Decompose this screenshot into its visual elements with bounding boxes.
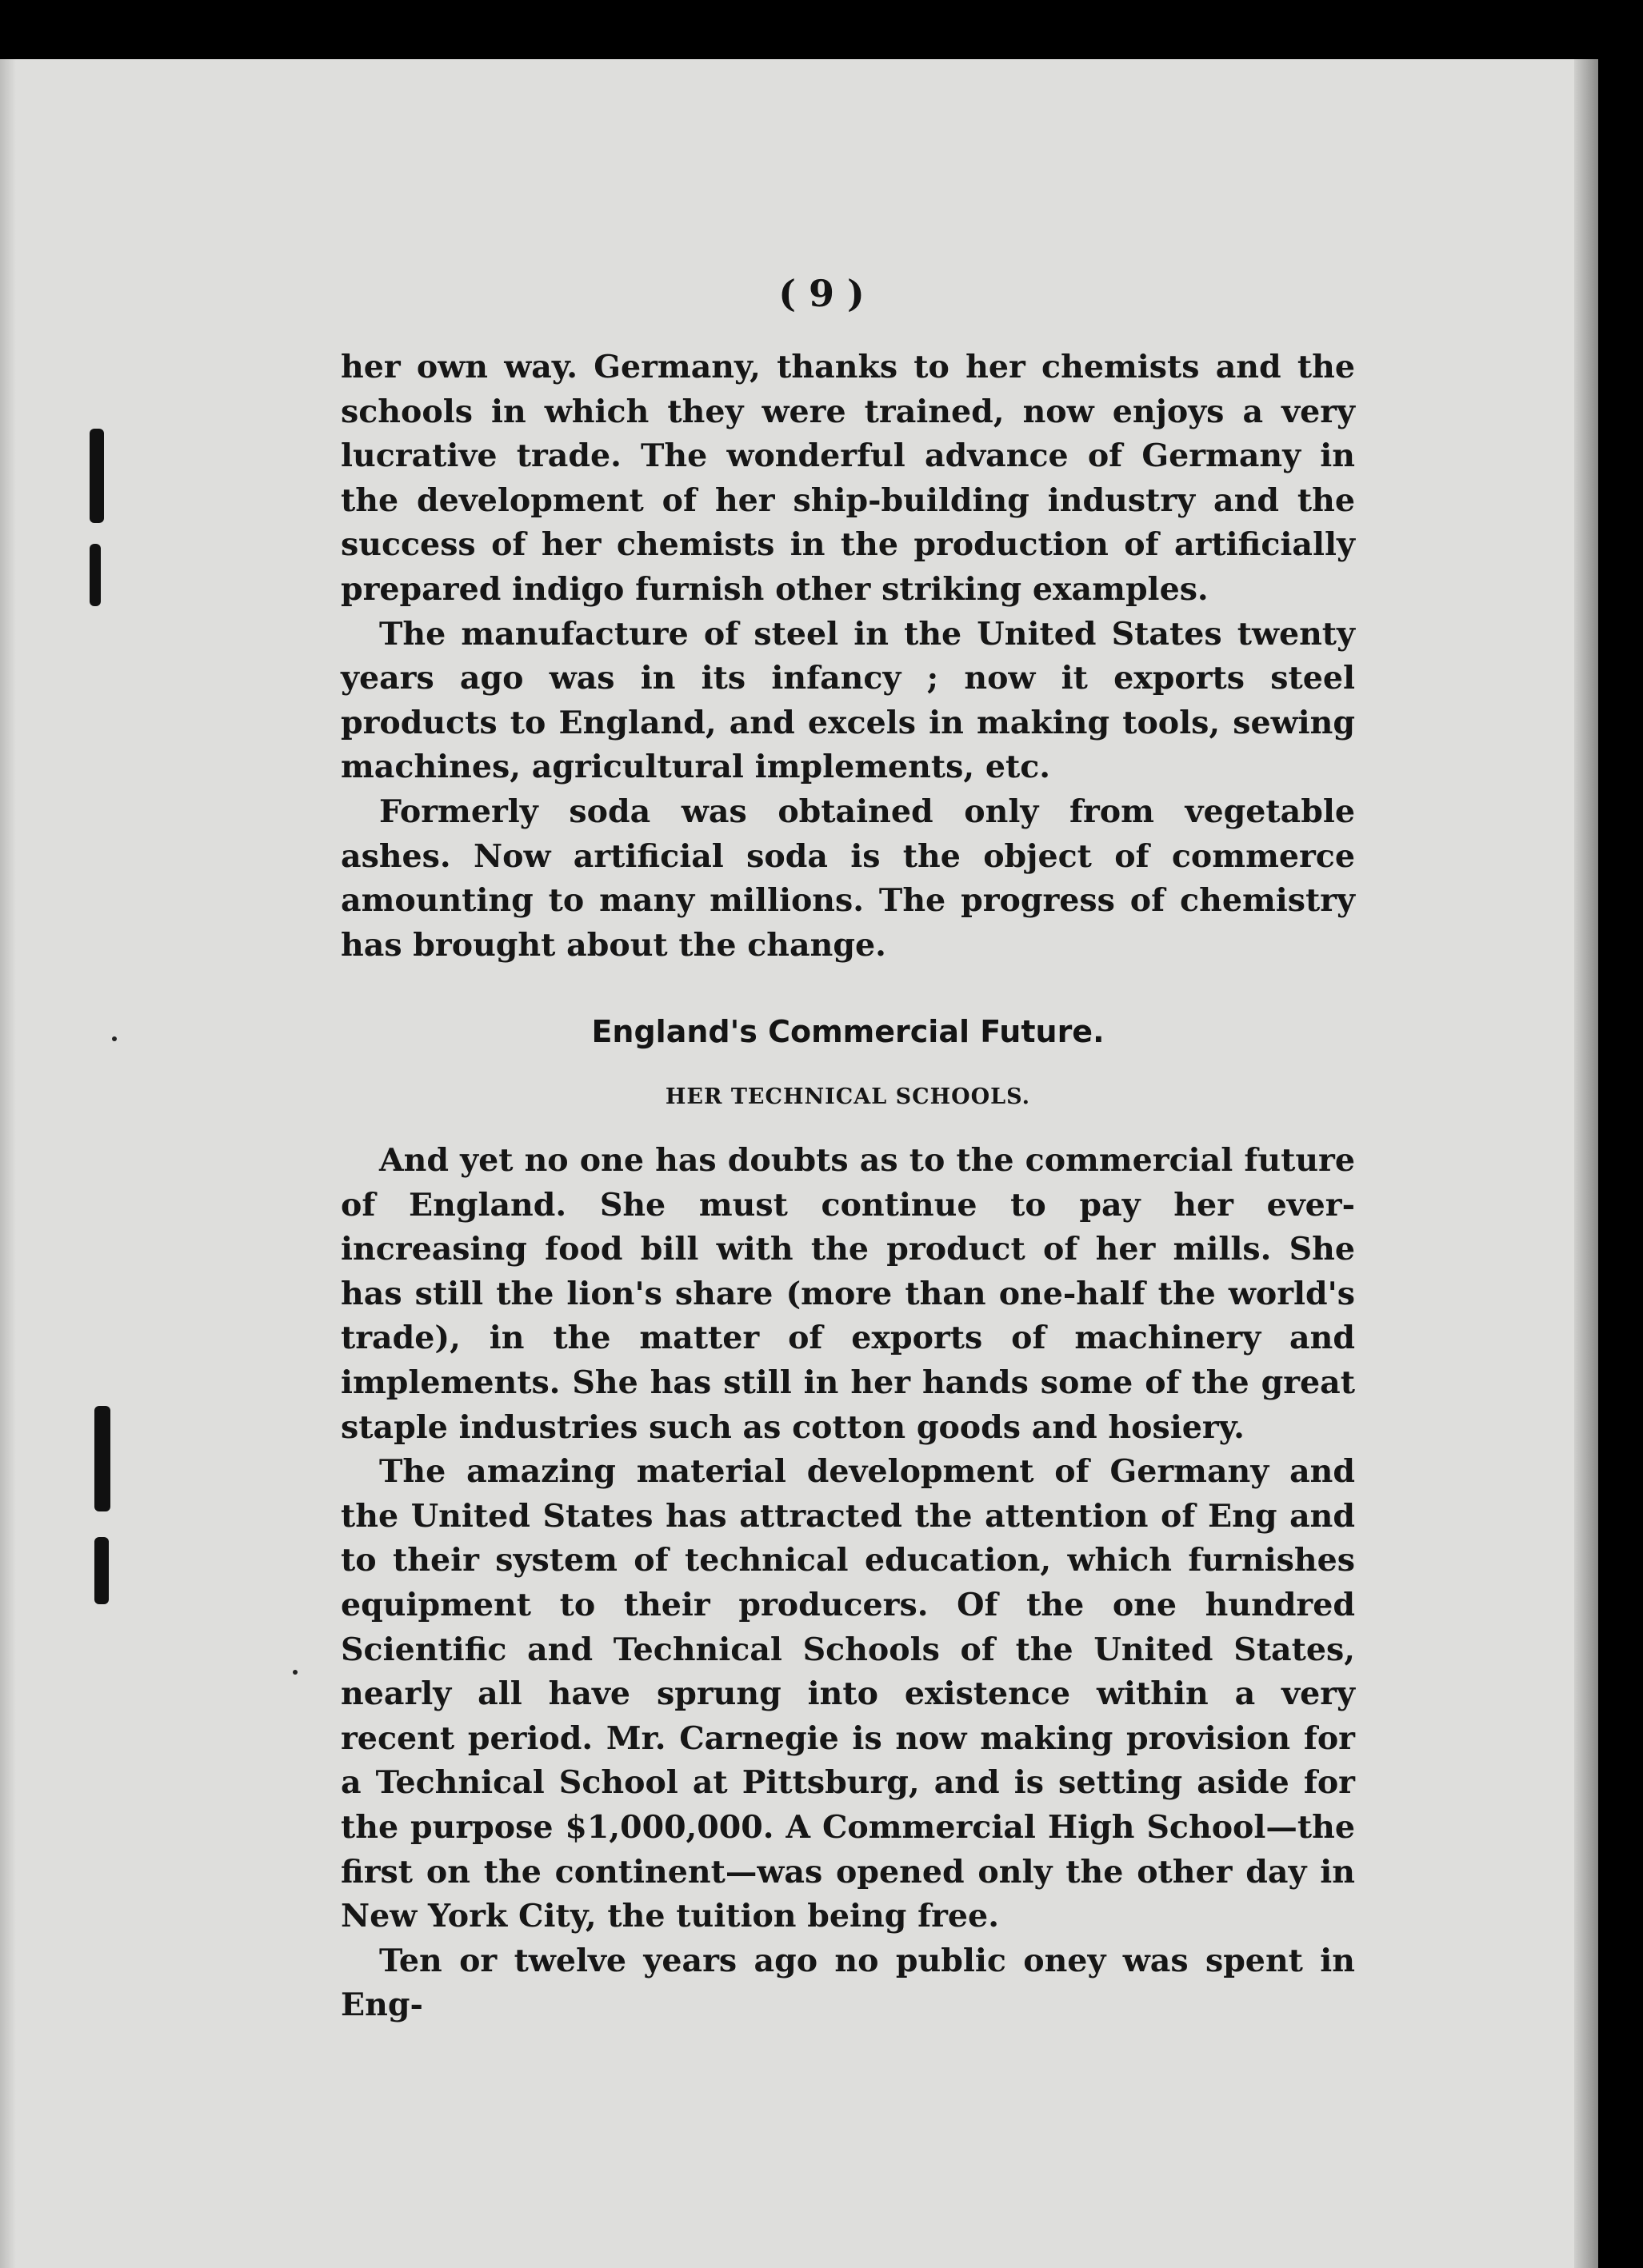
page-left-edge [0,59,16,2268]
page-right-shadow [1574,59,1598,2268]
margin-mark [94,1537,109,1604]
body-text-bottom [341,1139,1355,2028]
margin-mark [94,1406,110,1511]
section-heading: England's Commercial Future. [591,1014,1105,1049]
paragraph: Formerly soda was obtained only from vegetable ashes. Now artificial soda is the object of commerce amounting to many millions. The progress of chemistry has brought about the change. [341,793,1355,964]
section-subheading: HER TECHNICAL SCHOOLS. [665,1084,1031,1109]
speck [112,1036,117,1041]
paragraph: The manufacture of steel in the United States twenty years ago was in its infancy ; now it exports steel products to England, and excels in making tools, sewing machines, agricultural implements, etc. [341,615,1355,786]
paragraph: The amazing material development of Germany and the United States has attracted the attention of Eng and to their system of technical education, which furnishes equipment to their producers. Of the one hundred Scientific and Technical Schools of the United States, nearly all have sprung into existence within a very recent period. Mr. Carnegie is now making provision for a Technical School at Pittsburg, and is setting aside for the purpose $1,000,000. A Commercial High School—the first on the continent—was opened only the other day in New York City, the tuition being free. [341,1453,1355,1935]
page-number: ( 9 ) [778,272,865,315]
body-text-top [341,345,1355,968]
margin-mark [90,544,101,606]
margin-mark [90,429,104,523]
paragraph: Ten or twelve years ago no public oney was spent in Eng- [341,1942,1355,2024]
speck [293,1670,298,1675]
paragraph: her own way. Germany, thanks to her chemists and the schools in which they were trained, now enjoys a very lucrative trade. The wonderful advance of Germany in the development of her ship-building industry and the success of her chemists in the production of artificially prepared indigo furnish other striking examples. [341,349,1355,608]
paragraph: And yet no one has doubts as to the commercial future of England. She must continue to pay her ever-increasing food bill with the product of her mills. She has still the lion's share (more than one-half the world's trade), in the matter of exports of machinery and implements. She has still in her hands some of the great staple industries such as cotton goods and hosiery. [341,1142,1355,1446]
